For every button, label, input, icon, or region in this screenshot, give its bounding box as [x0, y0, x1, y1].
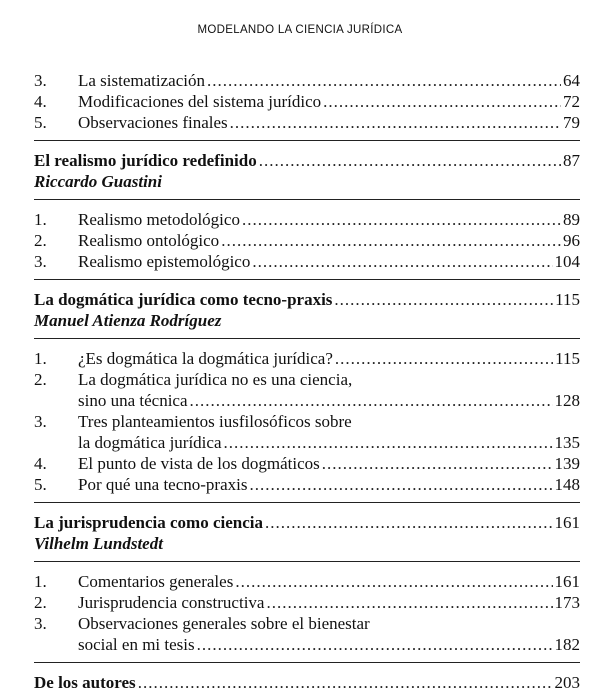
- leader-dots: [266, 592, 552, 613]
- entry-title: El punto de vista de los dogmáticos: [78, 454, 320, 473]
- leader-dots: [252, 251, 552, 272]
- section-divider: [34, 662, 580, 663]
- toc-entry-first-line[interactable]: [34, 369, 580, 390]
- leader-dots: [207, 70, 561, 91]
- section-divider: [34, 199, 580, 200]
- toc-entry[interactable]: [34, 453, 580, 474]
- section-title: El realismo jurídico redefinido: [34, 151, 257, 170]
- entry-title: La sistematización: [78, 71, 205, 90]
- leader-dots: [230, 112, 561, 133]
- entry-number: 1.: [34, 210, 47, 229]
- toc-entry[interactable]: [34, 348, 580, 369]
- entry-title: sino una técnica: [78, 391, 188, 410]
- entry-title: ¿Es dogmática la dogmática jurídica?: [78, 349, 333, 368]
- entry-number: 2.: [34, 231, 47, 250]
- page-number: 115: [555, 290, 580, 309]
- entry-title-line1: Observaciones generales sobre el bienestar: [78, 614, 370, 633]
- page-number: 104: [554, 252, 580, 271]
- entry-title: la dogmática jurídica: [78, 433, 222, 452]
- leader-dots: [323, 91, 561, 112]
- leader-dots: [224, 432, 553, 453]
- page-number: 87: [563, 151, 580, 170]
- leader-dots: [197, 634, 553, 655]
- toc-entry[interactable]: [34, 112, 580, 133]
- leader-dots: [259, 150, 561, 171]
- section-heading[interactable]: [34, 672, 580, 693]
- toc-entry[interactable]: [34, 592, 580, 613]
- toc-entry[interactable]: [34, 230, 580, 251]
- page-number: 203: [554, 673, 580, 692]
- leader-dots: [190, 390, 553, 411]
- leader-dots: [335, 348, 553, 369]
- leader-dots: [249, 474, 552, 495]
- page-number: 173: [554, 593, 580, 612]
- entry-number: 5.: [34, 113, 47, 132]
- running-header: MODELANDO LA CIENCIA JURÍDICA: [197, 24, 403, 36]
- entry-number: 3.: [34, 71, 47, 90]
- entry-number: 2.: [34, 593, 47, 612]
- entry-title: Realismo metodológico: [78, 210, 240, 229]
- section-divider: [34, 338, 580, 339]
- table-of-contents: [34, 70, 580, 693]
- section-author: Manuel Atienza Rodríguez: [34, 311, 222, 330]
- section-divider: [34, 279, 580, 280]
- page-number: 89: [563, 210, 580, 229]
- section-heading[interactable]: [34, 150, 580, 171]
- entry-number: 2.: [34, 370, 47, 389]
- section-heading[interactable]: [34, 512, 580, 533]
- page-number: 139: [554, 454, 580, 473]
- entry-title-line1: Tres planteamientos iusfilosóficos sobre: [78, 412, 352, 431]
- toc-entry[interactable]: [34, 209, 580, 230]
- entry-title: Jurisprudencia constructiva: [78, 593, 265, 612]
- toc-entry[interactable]: [34, 432, 580, 453]
- page-number: 161: [554, 572, 580, 591]
- section-author: Riccardo Guastini: [34, 172, 162, 191]
- section-divider: [34, 502, 580, 503]
- entry-title-line1: La dogmática jurídica no es una ciencia,: [78, 370, 353, 389]
- section-title: De los autores: [34, 673, 136, 692]
- toc-entry[interactable]: [34, 634, 580, 655]
- leader-dots: [242, 209, 561, 230]
- page-number: 115: [555, 349, 580, 368]
- toc-entry[interactable]: [34, 571, 580, 592]
- entry-title: Modificaciones del sistema jurídico: [78, 92, 322, 111]
- entry-number: 4.: [34, 92, 47, 111]
- entry-number: 3.: [34, 614, 47, 633]
- entry-title: Realismo epistemológico: [78, 252, 251, 271]
- leader-dots: [235, 571, 552, 592]
- toc-entry-first-line[interactable]: [34, 613, 580, 634]
- page-number: 72: [563, 92, 580, 111]
- leader-dots: [334, 289, 553, 310]
- entry-number: 4.: [34, 454, 47, 473]
- section-title: La jurisprudencia como ciencia: [34, 513, 264, 532]
- entry-title: Observaciones finales: [78, 113, 228, 132]
- section-divider: [34, 561, 580, 562]
- page-number: 64: [563, 71, 580, 90]
- entry-title: Realismo ontológico: [78, 231, 220, 250]
- section-heading[interactable]: [34, 289, 580, 310]
- entry-title: Por qué una tecno-praxis: [78, 475, 248, 494]
- toc-entry-first-line[interactable]: [34, 411, 580, 432]
- toc-entry[interactable]: [34, 251, 580, 272]
- entry-number: 1.: [34, 572, 47, 591]
- leader-dots: [221, 230, 561, 251]
- entry-number: 5.: [34, 475, 47, 494]
- entry-title: social en mi tesis: [78, 635, 195, 654]
- toc-entry[interactable]: [34, 474, 580, 495]
- entry-number: 3.: [34, 252, 47, 271]
- section-divider: [34, 140, 580, 141]
- page-number: 135: [554, 433, 580, 452]
- entry-number: 1.: [34, 349, 47, 368]
- page-number: 161: [554, 513, 580, 532]
- page-number: 128: [554, 391, 580, 410]
- section-author: Vilhelm Lundstedt: [34, 534, 163, 553]
- page-number: 148: [554, 475, 580, 494]
- section-title: La dogmática jurídica como tecno-praxis: [34, 290, 333, 309]
- toc-entry[interactable]: [34, 70, 580, 91]
- leader-dots: [138, 672, 553, 693]
- leader-dots: [322, 453, 553, 474]
- page-number: 96: [563, 231, 580, 250]
- toc-entry[interactable]: [34, 390, 580, 411]
- entry-title: Comentarios generales: [78, 572, 234, 591]
- page-number: 182: [554, 635, 580, 654]
- entry-number: 3.: [34, 412, 47, 431]
- page-number: 79: [563, 113, 580, 132]
- toc-entry[interactable]: [34, 91, 580, 112]
- leader-dots: [265, 512, 552, 533]
